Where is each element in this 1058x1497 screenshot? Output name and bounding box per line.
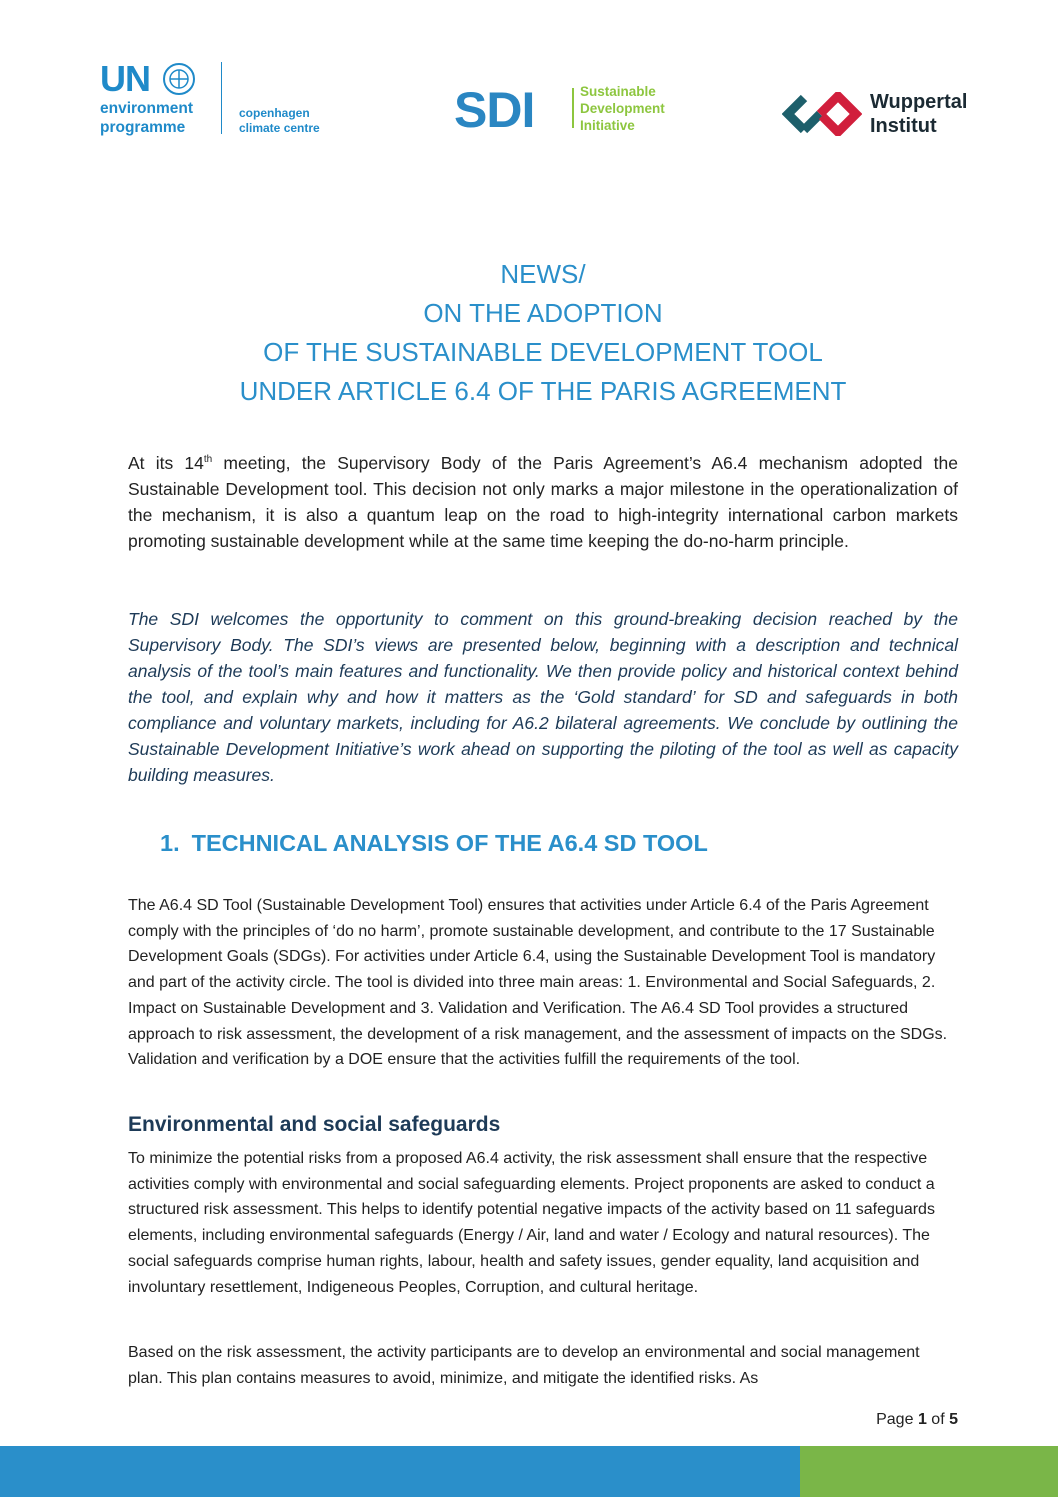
intro-p1-sup: th xyxy=(203,454,213,466)
sdi-divider xyxy=(572,88,574,128)
wuppertal-line-1: Wuppertal xyxy=(870,91,968,113)
unep-line-copenhagen: copenhagen xyxy=(239,106,310,120)
unep-logo xyxy=(100,60,332,140)
subheading-safeguards: Environmental and social safeguards xyxy=(128,1113,501,1136)
unep-line-climate-centre: climate centre xyxy=(239,121,320,135)
un-emblem-icon xyxy=(162,62,196,96)
title-line-4: UNDER ARTICLE 6.4 OF THE PARIS AGREEMENT xyxy=(239,376,847,406)
wuppertal-line-2: Institut xyxy=(870,115,937,137)
section-1-paragraph-1: The A6.4 SD Tool (Sustainable Development Tool) ensures that activities under Article 6.4 of the Paris Agreement comply with the principles of ‘do no harm’, promote sustainable development, and contribute to the 17 Sustainable Development Goals (SDGs). For activities under Article 6.4, using the Sustainable Development Tool is mandatory and part of the activity circle. The tool is divided into three main areas: 1. Environmental and Social Safeguards, 2. Impact on Sustainable Development and 3. Validation and Verification. The A6.4 SD Tool provides a structured approach to risk assessment, the development of a risk management, and the assessment of impacts on the SDGs. Validation and verification by a DOE ensure that the activities fulfill the requirements of the tool. xyxy=(128,897,948,1069)
of-label: of xyxy=(931,1411,945,1428)
title-line-1: NEWS/ xyxy=(500,259,586,289)
sdi-line-initiative: Initiative xyxy=(580,118,635,133)
sdi-abbr: SDI xyxy=(454,82,535,138)
sdi-line-sustainable: Sustainable xyxy=(580,84,656,99)
section-1-paragraph-2: To minimize the potential risks from a proposed A6.4 activity, the risk assessment shall ensure that the respective activities comply with environmental and social safeguarding elements. Project proponents are asked to conduct a structured risk assessment. This helps to identify potential negative impacts of the activity based on 11 safeguards elements, including environmental safeguards (Energy / Air, land and water / Ecology and natural resources). The social safeguards comprise human rights, labour, health and safety issues, gender equality, land acquisition and involuntary resettlement, Indigeneous Peoples, Corruption, and cultural heritage. xyxy=(128,1150,935,1296)
title-line-2: ON THE ADOPTION xyxy=(423,298,663,328)
page-total: 5 xyxy=(949,1411,958,1428)
wuppertal-mark-icon xyxy=(782,92,862,136)
unep-line-environment: environment xyxy=(100,100,194,117)
intro-paragraph-2: The SDI welcomes the opportunity to comment on this ground-breaking decision reached by the Supervisory Body. The SDI’s views are presented below, beginning with a description and technical analysis of the tool’s main features and functionality. We then provide policy and historical context behind the tool, and explain why and how it matters as the ‘Gold standard’ for SD and safeguards in both compliance and voluntary markets, including for A6.2 bilateral agreements. We conclude by outlining the Sustainable Development Initiative’s work ahead on supporting the piloting of the tool as well as capacity building measures. xyxy=(128,609,958,785)
intro-p1-post: meeting, the Supervisory Body of the Paris Agreement’s A6.4 mechanism adopted the Sustainable Development tool. This decision not only marks a major milestone in the operationalization of the mechanism, it is also a quantum leap on the road to high-integrity international carbon markets promoting sustainable development while at the same time keeping the do-no-harm principle. xyxy=(128,453,958,551)
section-1-number: 1. xyxy=(160,830,180,856)
page-label: Page xyxy=(876,1411,914,1428)
section-1-heading xyxy=(160,830,708,857)
footer-bar-blue xyxy=(0,1446,800,1497)
page-number xyxy=(876,1411,958,1429)
document-title xyxy=(0,255,1058,411)
title-line-3: OF THE SUSTAINABLE DEVELOPMENT TOOL xyxy=(263,337,823,367)
unep-line-programme: programme xyxy=(100,119,186,136)
unep-divider xyxy=(221,62,222,134)
page-current: 1 xyxy=(917,1411,927,1428)
intro-p1-pre: At its 14 xyxy=(128,453,204,473)
wuppertal-logo xyxy=(782,88,1002,140)
sdi-line-development: Development xyxy=(580,101,665,116)
unep-un-text: UN xyxy=(100,58,150,99)
sdi-logo xyxy=(454,82,694,138)
section-1-heading-text: TECHNICAL ANALYSIS OF THE A6.4 SD TOOL xyxy=(191,830,708,856)
section-1-paragraph-3: Based on the risk assessment, the activity participants are to develop an environmental and social management plan. This plan contains measures to avoid, minimize, and mitigate the identified risks. As xyxy=(128,1344,920,1387)
footer-bar-green xyxy=(800,1446,1058,1497)
intro-paragraph-1 xyxy=(128,450,958,554)
